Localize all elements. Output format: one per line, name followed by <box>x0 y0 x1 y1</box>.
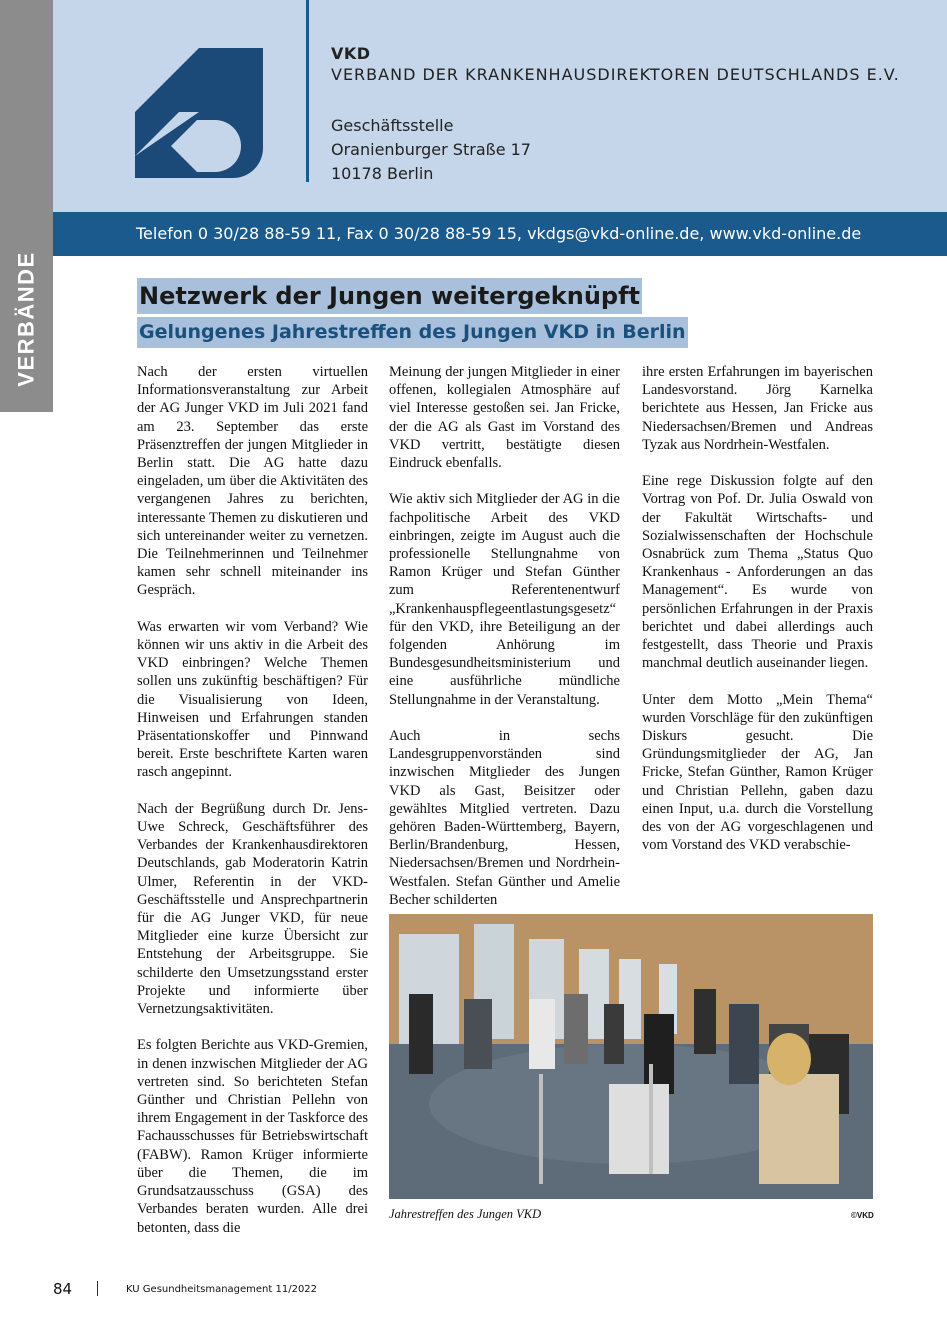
address-block <box>331 114 531 186</box>
publication-name: KU Gesundheitsmanagement 11/2022 <box>126 1284 318 1295</box>
footer-divider <box>97 1281 98 1296</box>
section-sidebar <box>0 0 53 412</box>
org-block <box>331 44 900 84</box>
paragraph: Meinung der jungen Mitglieder in einer offenen, kollegialen Atmosphäre auf viel Interesse gestoßen sei. Jan Fricke, der die AG als Gast im Vorstand des VKD vertritt, bestätigte diesen Eindruck ebenfalls. <box>389 364 620 472</box>
header-divider <box>306 0 309 182</box>
paragraph: Es folgten Berichte aus VKD-Gremien, in denen inzwischen Mitglieder der AG vertreten sind. So berichteten Stefan Günther und Christian Pellehn von ihrem Engagement in der Taskforce des Fachausschusses für Betriebswirtschaft (FABW). Ramon Krüger informierte über die Themen, die im Grundsatzausschuss (GSA) des Verbandes beraten wurden. Alle drei betonten, dass die <box>137 1037 368 1236</box>
page-number: 84 <box>53 1280 73 1298</box>
section-label: VERBÄNDE <box>13 251 39 387</box>
org-full-name: VERBAND DER KRANKENHAUSDIREKTOREN DEUTSCHLANDS E.V. <box>331 65 900 84</box>
paragraph: Nach der Begrüßung durch Dr. Jens-Uwe Schreck, Geschäftsführer des Verbandes der Krankenhausdirektoren Deutschlands, gab Moderatorin Katrin Ulmer, Referentin in der VKD-Geschäftsstelle und Ansprechpartnerin für die AG Junger VKD, für neue Mitglieder eine kurze Übersicht zur Entstehung der Arbeitsgruppe. Sie schilderte den Umsetzungsstand erster Projekte und informierte über Vernetzungsaktivitäten. <box>137 800 368 1018</box>
street-address: Oranienburger Straße 17 <box>331 140 531 159</box>
photo-caption: Jahrestreffen des Jungen VKD <box>389 1207 542 1221</box>
office-label: Geschäftsstelle <box>331 116 454 135</box>
text-column-1 <box>137 363 368 1255</box>
article-title: Netzwerk der Jungen weitergeknüpft <box>137 278 642 314</box>
text-column-3 <box>642 363 873 873</box>
org-abbreviation: VKD <box>331 44 371 63</box>
paragraph: Auch in sechs Landesgruppenvorständen sind inzwischen Mitglieder des Jungen VKD als Gast, Beisitzer oder gewähltes Mitglied vertreten. Dazu gehören Baden-Württemberg, Bayern, Berlin/Brandenburg, Hessen, Niedersachsen/Bremen und Nordrhein-Westfalen. Stefan Günther und Amelie Becher schilderten <box>389 728 620 908</box>
paragraph: Unter dem Motto „Mein Thema“ wurden Vorschläge für den zukünftigen Diskurs gesucht. Die Gründungsmitglieder der AG, Jan Fricke, Stefan Günther, Ramon Krüger und Christian Pellehn, gaben dazu einen Input, u.a. durch die Vorstellung des von der AG vorgeschlagenen und vom Vorstand des VKD verabschie- <box>642 691 873 854</box>
contact-bar <box>53 212 947 256</box>
event-photo <box>389 914 873 1199</box>
paragraph: Wie aktiv sich Mitglieder der AG in die fachpolitische Arbeit des VKD einbringen, zeigte im August auch die professionelle Stellungnahme von Ramon Krüger und Stefan Günther zum Referentenentwurf „Krankenhauspflegeentlastungsgesetz“ für den VKD, ihre Beteiligung an der folgenden Anhörung im Bundesgesundheitsministerium und eine ausführliche mündliche Stellungnahme in der Veranstaltung. <box>389 491 620 708</box>
vkd-logo <box>135 48 265 178</box>
photo-credit: ©VKD <box>851 1211 874 1220</box>
city-address: 10178 Berlin <box>331 164 434 183</box>
paragraph: ihre ersten Erfahrungen im bayerischen Landesvorstand. Jörg Karnelka berichtete aus Hessen, Jan Fricke aus Niedersachsen/Bremen und Andreas Tyzak aus Nordrhein-Westfalen. <box>642 364 873 453</box>
paragraph: Was erwarten wir vom Verband? Wie können wir uns aktiv in die Arbeit des VKD einbringen? Welche Themen sollen uns zukünftig beschäftigen? Für die Visualisierung von Ideen, Hinweisen und Erfahrungen standen Präsentationskoffer und Pinnwand bereit. Erste beschriftete Karten waren rasch angepinnt. <box>137 618 368 781</box>
text-column-2 <box>389 363 620 927</box>
contact-info: Telefon 0 30/28 88-59 11, Fax 0 30/28 88-59 15, vkdgs@vkd-online.de, www.vkd-online.de <box>136 224 862 243</box>
paragraph: Eine rege Diskussion folgte auf den Vortrag von Pof. Dr. Julia Oswald von der Fakultät Wirtschafts- und Sozialwissenschaften der Hochschule Osnabrück zum Thema „Status Quo Krankenhaus - Anforderungen an das Management“. Es wurde von persönlichen Erfahrungen in der Praxis berichtet und dabei allerdings auch festgestellt, dass Theorie und Praxis manchmal deutlich auseinander liegen. <box>642 473 873 672</box>
paragraph: Nach der ersten virtuellen Informationsveranstaltung zur Arbeit der AG Junger VKD im Juli 2021 fand am 23. September das erste Präsenztreffen der jungen Mitglieder in Berlin statt. Die AG hatte dazu eingeladen, um über die Aktivitäten des vergangenen Jahres zu berichten, interessante Themen zu diskutieren und sich untereinander weiter zu vernetzen. Die Teilnehmerinnen und Teilnehmer kamen sehr schnell miteinander ins Gespräch. <box>137 364 368 599</box>
article-subtitle: Gelungenes Jahrestreffen des Jungen VKD in Berlin <box>137 317 688 348</box>
